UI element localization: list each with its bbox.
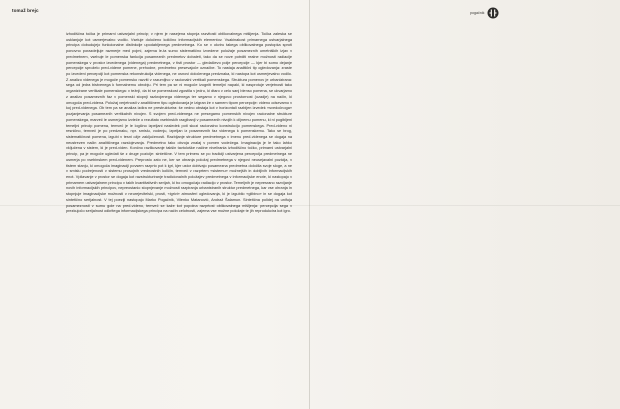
brand-label: pogačnik: [470, 11, 485, 15]
author-name: tomaž brejc: [12, 8, 39, 13]
brand-header: [470, 7, 499, 19]
emblem-icon: [487, 7, 499, 19]
essay-body: izhodiščna točka je primarni ustvarjalni princip; v njem je nasejena stopnja razvitosti oblikovalnega mišljenja. Točka zaleska se usklanjuje kot usmerjevalno vodilo. Vseluje določeno količino informacijskih elementov. Vsakinakost primarnega ustvarjalnega principa dobudujejo funkcionalne distinkcije upodabljenega predmetnega. Ko se v okviru takega oblikovalnega postopka sproti ponovno porazdeljuje razmerje med pojmi, zajema le-ta sumo sistematično izvedene položaje posameznih umetniških izjav v predmetnem, vsebuje le pomenska fankcija posameznih predmetov dobaleti, tako da se nove potrditi realne možnosti radiacije pomenskega v prostor izvedenega (videnega) predmetnega, v tisti prostor — gledalčevo polje percepcije — kjer bi somo dejanje percepcije sproželo pred-videne pomene, prehodne, predmetno presevajoče označbe. To nastaja analitični tip ogledovanja: zraste po izvedeni percepciji kot pomenska rekonstrukcija videnega, ne osnovi določenega predznaka, ki nastopa kot usmerjevalno vodilo. Z analizo videnega je mogoče pomensko razviti v razumljivo v racionalni vertikali pomenskega. Struktura pomenov je urbanizirana: sega od jedra bistvenega k formalnemu obrobju. Pri tem pa se ni mogoče izogniti temeljni napaki, ki nasprotuje verjetnosti tako organizirane vertikale pomenskega: v težnji, da bi se pomenskost zgostila v jedru, ki dtaro v celo sanj blenso pomena, se ukvarjamo z analizo posameznih faz v pomenski stopnji razkrojenega videnega ter segamo v njegovo prostornost (ozadje) na način, ki omogoča pred-videna. Položaj verjetnosti v analitičnem tipu ogledovanja je izigran že v samem tipom percepcije: videno odsevamo v koj pred-videnega. Ob tem pa se analiza izdira ne prestrukturira: še vedno obstaja kot v horizontali razbijen izvedek «svedočnoga» pozjanjevanja posameznih vertikalnih nivojev. S svojem pred-videnega ne presegamo pomenskih nivojev racionalne strukture pomenskega, marveč le usmerjamo izvleče o rezultato vsebinskih razgibanji v posameznih nivojih k ciljnemu pomenu, ki ni pogibljeni temeljni princip pomena, temveč je le logično izpeljani nasledek poti skozi racionalno konstrukcijo pomenskega. Pred-videno ni resnično, temveč je po predznaku, npr. smislu, vodenju, izpeljan iz posameznih faz videnega k pomenskemu. Tako se brog, sistematičnost pomena, izgubi v tesni ožje zaključenosti. Razbijanje strukture predmetnega v imenu pred-videnega se dogaja na neustrezen način analitičnega razslojevanja. Predmetno tako obvoja znalaj v pomen vodečega. Imaginacija je le tako lahko vključena v sistem, ki je pred-viden. Končno razlikovanje takšin tavtološke načine nivelirania izhodiščno točko, primarni ustvarjalni princip, pa je mogoče ugledati še z druge pozicije: sintetične. V tem primeru se po tradiciji ustvarjena percepcija predmetnega ne usmerja po vsebinskem pred-videnem. Preprosto zato ne, ker se obranja položaj predmetnega v njegovi neusejavalni pozicija, v tistem stanju, ki omogoča imaginaciji povsem razprto pot k igri, kjer ustor dobivajo posamezna predmetna določila svoje sloge, a ne v smislu podrejenosti v sistemu prosojnih vrednostnih količin, temveč v razprtem «sistemu» možnejših in dobljivih informacijskih enot. Vpilavanje v prostor se dogaja kot razstrukturiranje tradicionalnih položajev predmetnega v informacijske enote, ki nastopajo v primarnem ustvarjalnem principu v takih kvantitativnih serijah, ki bo omogočajo radiacijo v prostor. Temeljnih je nepresrano razvijanje novih informacijskih principov, nepreostanio stopnjevanje možnosti razpiranja urbanistranih struktur predmetnega, kar vse ohranja in stopnjuje imaginacijske možnosti v neurejevitelski, prosti, «igrivi» atmosferi ogledovanja, ki je izgubilo «glibino» in se dogaja kot sintetično serijalnost. V tej poeziji nastopajo Marko Pogačnik, Vilenko Matanović, Andraž Šalamun. Sintetična polidej na unifuja posameznosti v sumu gole na pred-videno, temveč se kaže kot popolna razprtost oblikovalnega mišljenja: percepcija sega v prezkujočo serijalnost odkritega informacijskega principa na način celotnosti, zajema vse možne položaje te jih reprodukcira kot igro.: [66, 32, 292, 214]
